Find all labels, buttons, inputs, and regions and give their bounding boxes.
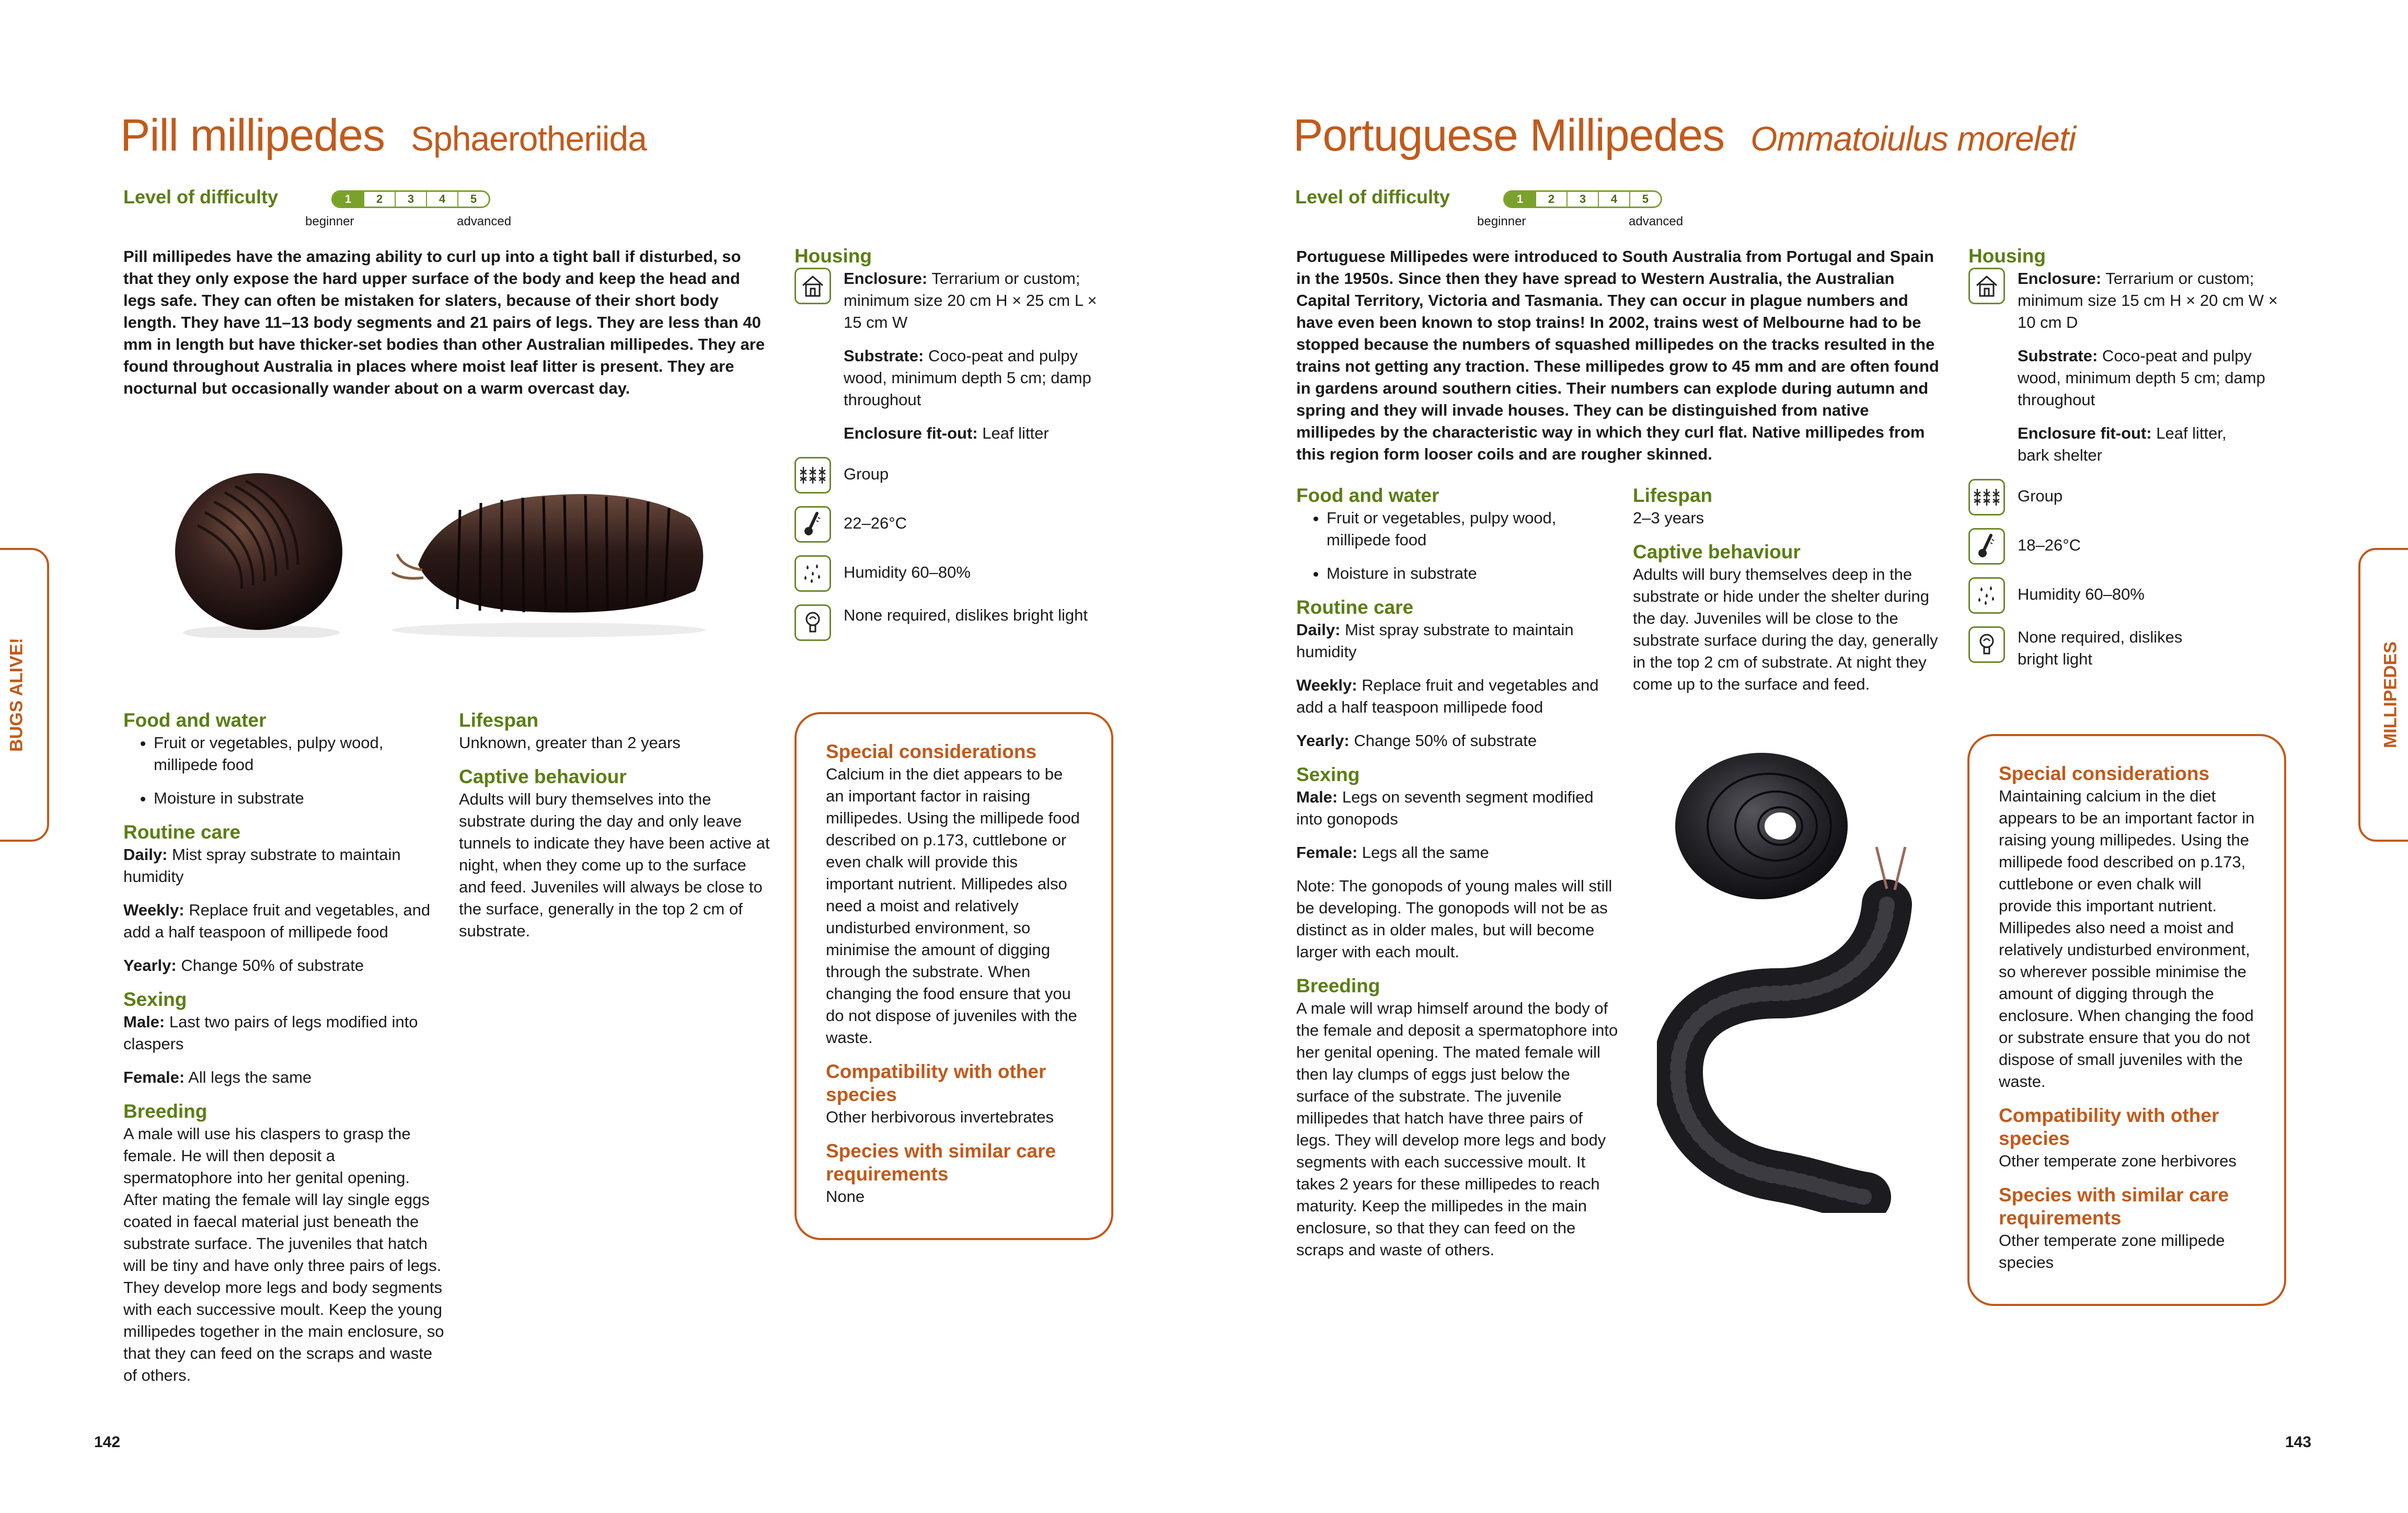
food-heading: Food and water [123, 709, 267, 731]
curled-millipede [175, 473, 342, 630]
housing-humidity [794, 555, 1119, 592]
tab-label: MILLIPEDES [2380, 641, 2401, 749]
sexing-note: Note: The gonopods of young males will still be developing. The gonopods will not be as distinct as in older males, but will become larger with each moult. [1296, 877, 1612, 961]
special-text: Maintaining calcium in the diet appears to be an important factor in raising young millipedes. Using the millipede food described on p.173, cuttlebone or even chalk will provide this important nutrient. Millipedes also need a moist and relatively undisturbed environment, so wherever possible minimise the amount of digging through the enclosure. When changing the food or substrate ensure that you do not dispose of small juveniles with the waste. [1999, 787, 2255, 1091]
breeding-text: A male will wrap himself around the body of the female and deposit a spermatophore into her genital opening. The mated female will then lay clumps of eggs just below the surface of the substrate. The juvenile millipedes that hatch have three pairs of legs. They will develop more legs and body segments with each successive moult. It takes 2 years for these millipedes to reach maturity. Keep the millipedes in the main enclosure, so that they can feed on the scraps and waste of others. [1296, 999, 1618, 1259]
section-tab-right [2358, 548, 2408, 842]
value: Terrarium or custom; minimum size 20 cm H × 25 cm L × 15 cm W [844, 269, 1097, 331]
house-icon [1968, 268, 2005, 304]
scale-step: 4 [1599, 192, 1630, 207]
scale-step: 4 [427, 192, 458, 207]
similar-heading: Species with similar care requirements [826, 1140, 1056, 1185]
special-considerations-box-right [1967, 734, 2286, 1306]
food-item: • Fruit or vegetables, pulpy wood, millipede food [154, 732, 447, 776]
housing-heading: Housing [1968, 245, 2046, 267]
housing-enclosure [794, 268, 1119, 444]
page-title-left [120, 110, 647, 162]
lightbulb-icon [794, 604, 831, 641]
label: Daily: [1296, 621, 1341, 639]
value: Last two pairs of legs modified into claspers [123, 1013, 418, 1053]
label: Weekly: [123, 901, 185, 919]
light-text: None required, dislikes bright light [2018, 628, 2183, 668]
right-care-column [1296, 484, 1620, 1273]
food-heading: Food and water [1296, 485, 1439, 506]
scale-step: 2 [364, 192, 396, 207]
title-common-name: Pill millipedes [120, 110, 385, 161]
housing-panel-right [1968, 245, 2303, 683]
scale-high-label: advanced [457, 214, 512, 228]
routine-yearly [1296, 730, 1620, 752]
scale-step: 1 [1505, 192, 1536, 207]
temperature-text: 18–26°C [2018, 536, 2081, 554]
value: Mist spray substrate to maintain humidity [1296, 621, 1574, 661]
special-text: Calcium in the diet appears to be an important factor in raising millipedes. Using the millipede food described on p.173, cuttlebone or even chalk will provide this important nutrient. Millipedes also need a moist and relatively undisturbed environment, so minimise the amount of digging through the substrate. When changing the food ensure that you do not dispose of juveniles with the waste. [826, 765, 1080, 1047]
thermometer-icon [1968, 528, 2005, 565]
captive-text: Adults will bury themselves into the substrate during the day and only leave tunnels to indicate they have been active at night, when they come up to the surface and feed. Juveniles will always be close to the surface, generally in the top 2 cm of substrate. [459, 790, 770, 940]
compat-text: Other temperate zone herbivores [1999, 1152, 2237, 1170]
similar-heading: Species with similar care requirements [1999, 1184, 2229, 1229]
compat-text: Other herbivorous invertebrates [826, 1108, 1054, 1126]
value: Coco-peat and pulpy wood, minimum depth 5 cm; damp throughout [2018, 347, 2265, 409]
difficulty-scale [331, 190, 490, 208]
group-text: Group [2018, 487, 2063, 505]
scale-high-label: advanced [1629, 214, 1684, 228]
left-behaviour-column [459, 709, 778, 954]
lightbulb-icon [1968, 626, 2005, 663]
lifespan-heading: Lifespan [459, 709, 539, 731]
sexing-male [123, 1011, 447, 1055]
value: Leaf litter [977, 424, 1049, 442]
page-number-left: 142 [94, 1434, 121, 1451]
page-number-right: 143 [2285, 1434, 2312, 1451]
scale-step: 1 [333, 192, 364, 207]
label: Female: [123, 1068, 185, 1086]
portuguese-millipede-photos [1657, 748, 1950, 1213]
special-heading: Special considerations [826, 741, 1037, 762]
special-heading: Special considerations [1999, 763, 2210, 784]
label: Enclosure: [844, 269, 928, 288]
housing-temperature [794, 506, 1119, 543]
scale-step: 5 [1642, 192, 1649, 205]
food-item: • Moisture in substrate [1327, 563, 1620, 584]
page-title-right [1293, 110, 2076, 162]
compat-heading: Compatibility with other species [1999, 1105, 2219, 1149]
value: Replace fruit and vegetables and add a half teaspoon millipede food [1296, 676, 1599, 716]
difficulty-label: Level of difficulty [123, 186, 279, 208]
label: Enclosure: [2018, 269, 2102, 288]
scale-low-label: beginner [1477, 214, 1526, 228]
captive-text: Adults will bury themselves deep in the substrate or hide under the shelter during the day. Juveniles will be close to the substrate surface during the day, generally in the top 2 cm of substrate. At night they come up to the surface and feed. [1633, 565, 1938, 693]
scale-step: 3 [1568, 192, 1599, 207]
right-behaviour-column [1633, 484, 1946, 707]
droplets-icon [794, 555, 831, 592]
value: Mist spray substrate to maintain humidity [123, 845, 401, 886]
value: Legs all the same [1357, 843, 1489, 862]
difficulty-scale [1503, 190, 1662, 208]
intro-paragraph: Portuguese Millipedes were introduced to South Australia from Portugal and Spain in the 1950s. Since then they have spread to Western Australia, the Australian Capital Territory, Victoria and Tasmania. They can occur in plague numbers and have even been known to stop trains! In 2002, trains west of Melbourne had to be stopped because the numbers of squashed millipedes on the tracks resulted in the trains not getting any traction. These millipedes grow to 45 mm and are often found in gardens around southern cities. Their numbers can explode during autumn and spring and they will invade houses. They can be distinguished from native millipedes by the characteristic way in which they curl flat. Native millipedes from this region form looser coils and are rougher skinned. [1296, 247, 1939, 463]
food-list [123, 732, 447, 809]
routine-daily [123, 844, 447, 888]
title-scientific-name: Sphaerotheriida [410, 119, 647, 158]
house-icon [794, 268, 831, 304]
scale-step: 3 [396, 192, 427, 207]
housing-humidity [1968, 577, 2303, 614]
captive-heading: Captive behaviour [459, 766, 627, 787]
breeding-heading: Breeding [1296, 975, 1380, 996]
thermometer-icon [794, 506, 831, 543]
value: Coco-peat and pulpy wood, minimum depth 5 cm; damp throughout [844, 347, 1091, 409]
value: Legs on seventh segment modified into gonopods [1296, 788, 1594, 828]
label: Daily: [123, 845, 168, 864]
lifespan-text: 2–3 years [1633, 509, 1704, 527]
intro-paragraph: Pill millipedes have the amazing ability to curl up into a tight ball if disturbed, so that they only expose the hard upper surface of the body and keep the head and legs safe. They can often be mistaken for slaters, because of their short body length. They have 11–13 body segments and 21 pairs of legs. They are less than 40 mm in length but have thicker-set bodies than other Australian millipedes. They are found throughout Australia in places where moist leaf litter is present. They are nocturnal but occasionally wander about on a warm overcast day. [123, 247, 765, 397]
lifespan-text: Unknown, greater than 2 years [459, 733, 681, 752]
light-text: None required, dislikes bright light [844, 606, 1088, 624]
label: Yearly: [1296, 731, 1350, 750]
left-care-column [123, 709, 447, 1398]
housing-panel-left [794, 245, 1119, 654]
housing-light [1968, 626, 2303, 670]
routine-weekly [123, 899, 447, 943]
droplets-icon [1968, 577, 2005, 614]
group-icon [1968, 479, 2005, 515]
food-item: • Moisture in substrate [154, 787, 447, 809]
similar-text: Other temperate zone millipede species [1999, 1231, 2225, 1271]
value: Replace fruit and vegetables, and add a half teaspoon of millipede food [123, 901, 431, 941]
label: Substrate: [2018, 347, 2098, 365]
temperature-text: 22–26°C [844, 514, 907, 532]
routine-daily [1296, 619, 1620, 663]
value: Change 50% of substrate [176, 956, 364, 975]
label: Substrate: [844, 347, 924, 365]
routine-heading: Routine care [1296, 597, 1414, 618]
sexing-female [123, 1067, 447, 1088]
sexing-male [1296, 786, 1620, 830]
housing-group [1968, 479, 2303, 515]
routine-heading: Routine care [123, 821, 241, 843]
title-common-name: Portuguese Millipedes [1293, 110, 1725, 161]
housing-light [794, 604, 1119, 641]
breeding-heading: Breeding [123, 1101, 208, 1122]
breeding-text: A male will use his claspers to grasp the female. He will then deposit a spermatophore into her genital opening. After mating the female will lay single eggs coated in faecal material just beneath the substrate surface. The juveniles that hatch will be tiny and have only three pairs of legs. They develop more legs and body segments with each successive moult. Keep the young millipedes together in the main enclosure, so that they can feed on the scraps and waste of others. [123, 1125, 444, 1384]
value: Change 50% of substrate [1349, 731, 1537, 750]
food-item: • Fruit or vegetables, pulpy wood, millipede food [1327, 507, 1620, 551]
label: Yearly: [123, 956, 177, 975]
difficulty-label: Level of difficulty [1295, 186, 1450, 208]
food-list [1296, 507, 1620, 584]
captive-heading: Captive behaviour [1633, 541, 1801, 563]
routine-yearly [123, 955, 447, 977]
housing-group [794, 457, 1119, 494]
tab-label: BUGS ALIVE! [6, 638, 27, 752]
sexing-heading: Sexing [123, 989, 187, 1010]
value: Leaf litter, bark shelter [2018, 424, 2227, 464]
scale-low-label: beginner [305, 214, 354, 228]
label: Female: [1296, 843, 1358, 862]
label: Male: [123, 1013, 165, 1031]
similar-text: None [826, 1187, 865, 1206]
value: All legs the same [185, 1068, 312, 1086]
sexing-female [1296, 842, 1620, 864]
scale-step: 5 [470, 192, 477, 205]
lifespan-heading: Lifespan [1633, 485, 1713, 506]
humidity-text: Humidity 60–80% [2018, 585, 2145, 603]
compat-heading: Compatibility with other species [826, 1061, 1046, 1105]
scale-step: 2 [1536, 192, 1568, 207]
housing-heading: Housing [794, 245, 872, 267]
section-tab-left [0, 548, 49, 842]
housing-enclosure [1968, 268, 2303, 466]
sexing-heading: Sexing [1296, 764, 1360, 785]
routine-weekly [1296, 674, 1620, 718]
humidity-text: Humidity 60–80% [844, 563, 971, 581]
group-icon [794, 457, 831, 494]
title-scientific-name: Ommatoiulus moreleti [1750, 119, 2076, 158]
pill-millipede-photos [167, 460, 732, 638]
label: Enclosure fit-out: [2018, 424, 2152, 442]
value: Terrarium or custom; minimum size 15 cm H × 20 cm W × 10 cm D [2018, 269, 2278, 331]
housing-temperature [1968, 528, 2303, 565]
label: Weekly: [1296, 676, 1357, 694]
label: Male: [1296, 788, 1338, 806]
special-considerations-box-left [794, 712, 1113, 1240]
group-text: Group [844, 465, 889, 483]
label: Enclosure fit-out: [844, 424, 978, 442]
